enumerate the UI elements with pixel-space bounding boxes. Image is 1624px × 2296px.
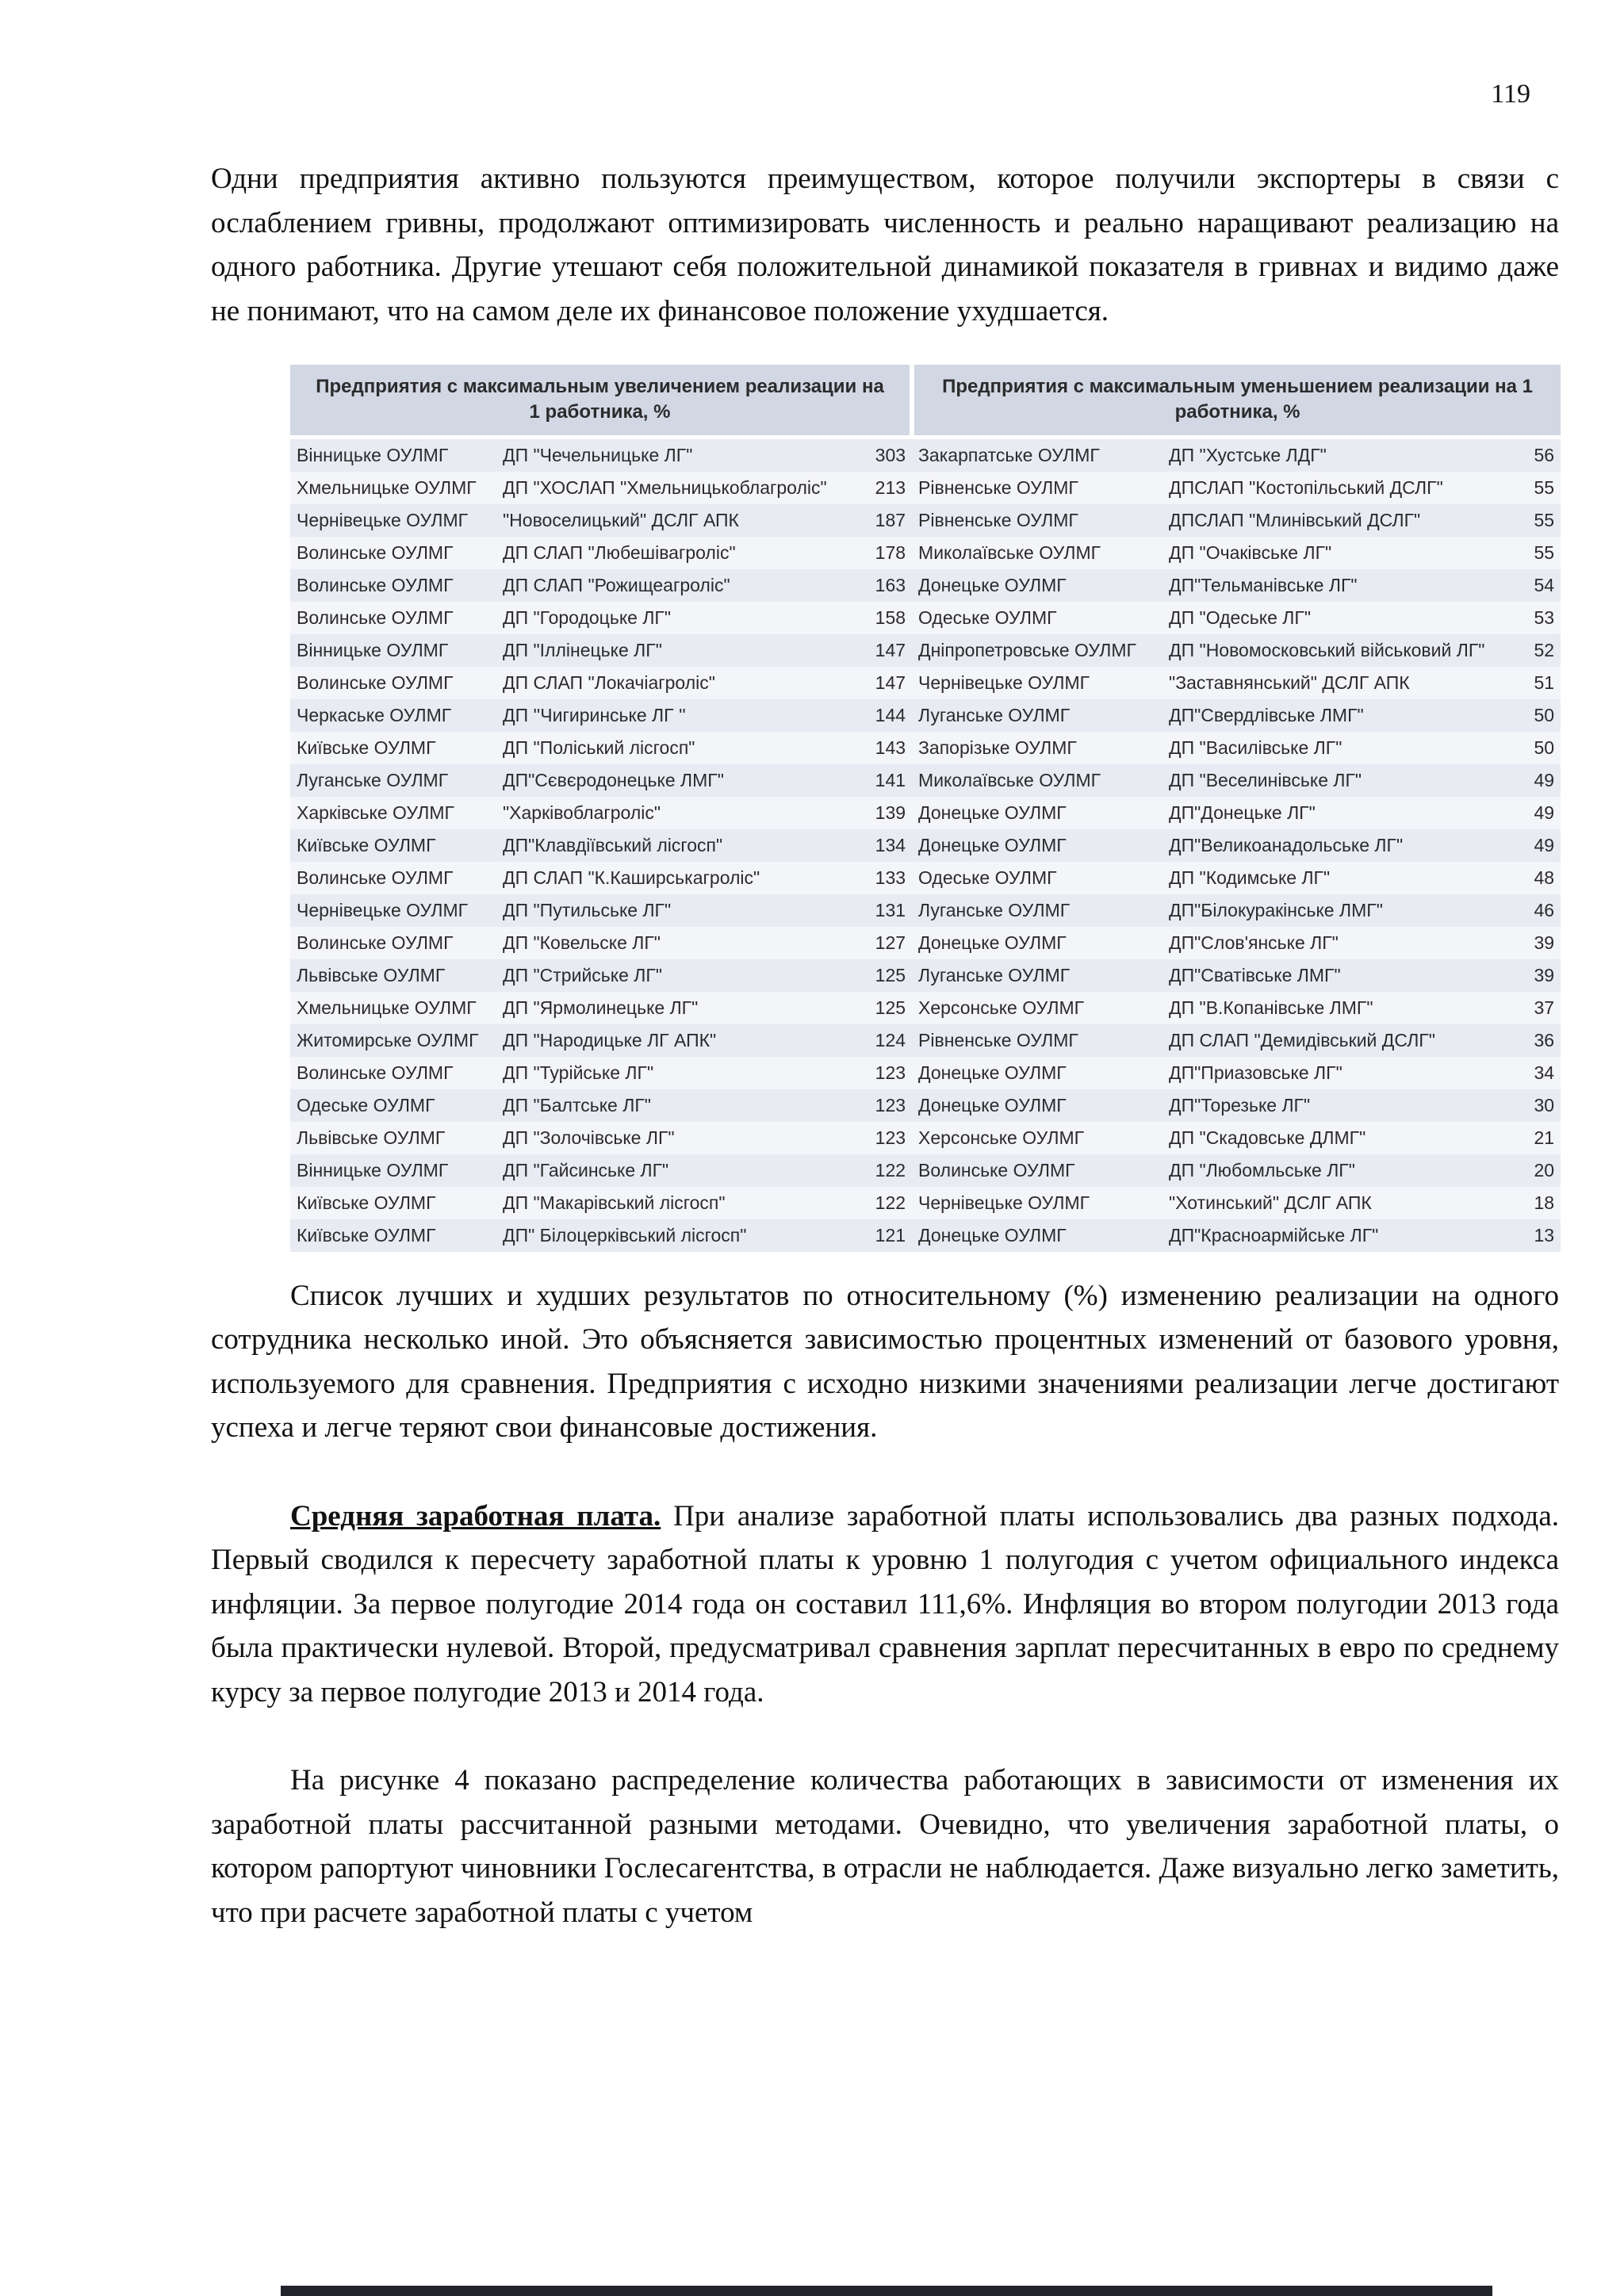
cell-r_value: 50 [1516, 732, 1561, 764]
table-header-increase: Предприятия с максимальным увеличением реализации на 1 работника, % [290, 365, 912, 437]
cell-r_region: Херсонське ОУЛМГ [912, 992, 1162, 1024]
cell-r_value: 18 [1516, 1187, 1561, 1219]
cell-l_company: ДП СЛАП "Локачіагроліс" [496, 667, 868, 699]
salary-text: При анализе заработной платы использовались два разных подхода. Первый сводился к пересчету заработной платы к уровню 1 полугодия с учетом официального индекса инфляции. За первое полугодие 2014 года он составил 111,6%. Инфляция во втором полугодии 2013 года была практически нулевой. Второй, предусматривал сравнения зарплат пересчитанных в евро по среднему курсу за первое полугодие 2013 и 2014 года. [211, 1499, 1560, 1709]
cell-l_company: ДП "ХОСЛАП "Хмельницькоблагроліс" [496, 472, 868, 504]
table-row [290, 1187, 1561, 1219]
cell-r_company: ДП "Хустське ЛДГ" [1162, 437, 1516, 472]
cell-r_company: "Хотинський" ДСЛГ АПК [1162, 1187, 1516, 1219]
comparison-table [290, 365, 1561, 1252]
cell-l_company: ДП "Турійське ЛГ" [496, 1057, 868, 1089]
cell-l_region: Київське ОУЛМГ [290, 732, 496, 764]
cell-l_company: ДП "Стрийське ЛГ" [496, 959, 868, 992]
cell-l_company: ДП "Золочівське ЛГ" [496, 1122, 868, 1154]
cell-r_value: 37 [1516, 992, 1561, 1024]
cell-l_region: Львівське ОУЛМГ [290, 1122, 496, 1154]
cell-r_company: ДП"Свердлівське ЛМГ" [1162, 699, 1516, 732]
cell-r_value: 55 [1516, 504, 1561, 537]
cell-l_value: 125 [868, 959, 912, 992]
cell-l_company: ДП "Путильське ЛГ" [496, 894, 868, 927]
cell-r_region: Донецьке ОУЛМГ [912, 1089, 1162, 1122]
cell-l_region: Волинське ОУЛМГ [290, 1057, 496, 1089]
cell-l_company: ДП "Народицьке ЛГ АПК" [496, 1024, 868, 1057]
cell-l_value: 144 [868, 699, 912, 732]
cell-l_company: ДП "Балтське ЛГ" [496, 1089, 868, 1122]
table-row [290, 1057, 1561, 1089]
cell-r_company: ДП "Скадовське ДЛМГ" [1162, 1122, 1516, 1154]
page-number: 119 [1491, 79, 1530, 109]
cell-r_company: ДП"Білокуракінське ЛМГ" [1162, 894, 1516, 927]
cell-l_value: 127 [868, 927, 912, 959]
cell-r_company: ДП"Великоанадольське ЛГ" [1162, 829, 1516, 862]
cell-r_region: Дніпропетровське ОУЛМГ [912, 634, 1162, 667]
cell-r_region: Донецьке ОУЛМГ [912, 1219, 1162, 1252]
cell-l_value: 158 [868, 602, 912, 634]
cell-l_company: ДП"Клавдіївський лісгосп" [496, 829, 868, 862]
cell-l_region: Луганське ОУЛМГ [290, 764, 496, 797]
cell-r_region: Луганське ОУЛМГ [912, 959, 1162, 992]
cell-r_company: "Заставнянський" ДСЛГ АПК [1162, 667, 1516, 699]
table-header-row [290, 365, 1561, 437]
cell-r_region: Луганське ОУЛМГ [912, 699, 1162, 732]
cell-r_company: ДП "Кодимське ЛГ" [1162, 862, 1516, 894]
cell-r_company: ДП "Одеське ЛГ" [1162, 602, 1516, 634]
cell-l_value: 133 [868, 862, 912, 894]
cell-l_value: 213 [868, 472, 912, 504]
cell-l_value: 163 [868, 569, 912, 602]
cell-l_region: Черкаське ОУЛМГ [290, 699, 496, 732]
cell-r_company: ДПСЛАП "Млинівський ДСЛГ" [1162, 504, 1516, 537]
cell-r_region: Рівненське ОУЛМГ [912, 472, 1162, 504]
cell-r_region: Херсонське ОУЛМГ [912, 1122, 1162, 1154]
cell-r_company: ДП"Тельманівське ЛГ" [1162, 569, 1516, 602]
table-row [290, 959, 1561, 992]
table-row [290, 894, 1561, 927]
cell-l_value: 147 [868, 667, 912, 699]
cell-l_company: ДП "Чечельницьке ЛГ" [496, 437, 868, 472]
cell-r_company: ДПСЛАП "Костопільський ДСЛГ" [1162, 472, 1516, 504]
cell-r_value: 55 [1516, 472, 1561, 504]
cell-l_region: Одеське ОУЛМГ [290, 1089, 496, 1122]
cell-r_value: 30 [1516, 1089, 1561, 1122]
cell-l_value: 147 [868, 634, 912, 667]
cell-r_value: 13 [1516, 1219, 1561, 1252]
table-header-decrease: Предприятия с максимальным уменьшением реализации на 1 работника, % [912, 365, 1561, 437]
cell-r_region: Миколаївське ОУЛМГ [912, 537, 1162, 569]
table-row [290, 829, 1561, 862]
salary-heading: Средняя заработная плата. [290, 1499, 661, 1533]
paragraph-results: Список лучших и худших результатов по относительному (%) изменению реализации на одного сотрудника несколько иной. Это объясняется зависимостью процентных изменений от базового уровня, используемого для сравнения. Предприятия с исходно низкими значениями реализации легче достигают успеха и легче теряют свои финансовые достижения. [211, 1279, 1559, 1445]
cell-l_value: 124 [868, 1024, 912, 1057]
table-row [290, 667, 1561, 699]
cell-l_value: 123 [868, 1089, 912, 1122]
cell-l_value: 134 [868, 829, 912, 862]
cell-r_region: Чернівецьке ОУЛМГ [912, 1187, 1162, 1219]
cell-l_company: ДП "Ковельске ЛГ" [496, 927, 868, 959]
cell-r_company: ДП "В.Копанівське ЛМГ" [1162, 992, 1516, 1024]
cell-l_region: Волинське ОУЛМГ [290, 537, 496, 569]
cell-r_company: ДП"Красноармійське ЛГ" [1162, 1219, 1516, 1252]
cell-r_company: ДП "Новомосковський військовий ЛГ" [1162, 634, 1516, 667]
cell-l_value: 303 [868, 437, 912, 472]
cell-l_region: Волинське ОУЛМГ [290, 569, 496, 602]
cell-l_region: Волинське ОУЛМГ [290, 862, 496, 894]
paragraph-figure4: На рисунке 4 показано распределение количества работающих в зависимости от изменения их заработной платы рассчитанной разными методами. Очевидно, что увеличения заработной платы, о котором рапортуют чиновники Гослесагентства, в отрасли не наблюдается. Даже визуально легко заметить, что при расчете заработной платы с учетом [211, 1764, 1559, 1929]
cell-l_region: Чернівецьке ОУЛМГ [290, 894, 496, 927]
cell-r_region: Рівненське ОУЛМГ [912, 504, 1162, 537]
table-row [290, 437, 1561, 472]
paragraph-salary [211, 1494, 1559, 1715]
table-row [290, 797, 1561, 829]
cell-r_value: 52 [1516, 634, 1561, 667]
cell-r_value: 50 [1516, 699, 1561, 732]
cell-l_region: Харківське ОУЛМГ [290, 797, 496, 829]
cell-l_value: 187 [868, 504, 912, 537]
cell-l_value: 178 [868, 537, 912, 569]
cell-l_region: Львівське ОУЛМГ [290, 959, 496, 992]
cell-l_company: ДП"Сєвєродонецьке ЛМГ" [496, 764, 868, 797]
cell-l_company: ДП "Поліський лісгосп" [496, 732, 868, 764]
table-row [290, 472, 1561, 504]
cell-r_region: Рівненське ОУЛМГ [912, 1024, 1162, 1057]
cell-l_region: Волинське ОУЛМГ [290, 667, 496, 699]
cell-r_value: 53 [1516, 602, 1561, 634]
cell-l_region: Житомирське ОУЛМГ [290, 1024, 496, 1057]
cell-r_value: 39 [1516, 959, 1561, 992]
cell-l_value: 121 [868, 1219, 912, 1252]
cell-r_company: ДП "Очаківське ЛГ" [1162, 537, 1516, 569]
cell-l_company: ДП "Іллінецьке ЛГ" [496, 634, 868, 667]
cell-r_region: Закарпатське ОУЛМГ [912, 437, 1162, 472]
cell-l_region: Хмельницьке ОУЛМГ [290, 992, 496, 1024]
table-row [290, 732, 1561, 764]
cell-l_region: Вінницьке ОУЛМГ [290, 1154, 496, 1187]
cell-l_company: ДП СЛАП "Любешівагроліс" [496, 537, 868, 569]
cell-l_value: 131 [868, 894, 912, 927]
cell-r_region: Миколаївське ОУЛМГ [912, 764, 1162, 797]
cell-l_value: 123 [868, 1057, 912, 1089]
cell-l_company: ДП "Гайсинське ЛГ" [496, 1154, 868, 1187]
cell-l_region: Вінницьке ОУЛМГ [290, 437, 496, 472]
cell-r_value: 48 [1516, 862, 1561, 894]
cell-r_company: ДП "Веселинівське ЛГ" [1162, 764, 1516, 797]
paragraph-intro: Одни предприятия активно пользуются преимуществом, которое получили экспортеры в связи с ослаблением гривны, продолжают оптимизировать численность и реально наращивают реализацию на одного работника. Другие утешают себя положительной динамикой показателя в гривнах и видимо даже не понимают, что на самом деле их финансовое положение ухудшается. [211, 163, 1559, 327]
next-page-strip [281, 2286, 1492, 2296]
table-row [290, 504, 1561, 537]
table-row [290, 992, 1561, 1024]
cell-l_company: ДП "Макарівський лісгосп" [496, 1187, 868, 1219]
cell-r_value: 46 [1516, 894, 1561, 927]
cell-r_value: 36 [1516, 1024, 1561, 1057]
table-row [290, 602, 1561, 634]
cell-l_value: 139 [868, 797, 912, 829]
cell-r_company: ДП"Сватівське ЛМГ" [1162, 959, 1516, 992]
cell-l_company: ДП" Білоцерківський лісгосп" [496, 1219, 868, 1252]
cell-r_value: 54 [1516, 569, 1561, 602]
cell-l_company: ДП СЛАП "К.Каширськагроліс" [496, 862, 868, 894]
cell-l_region: Чернівецьке ОУЛМГ [290, 504, 496, 537]
table-row [290, 699, 1561, 732]
cell-l_company: ДП "Ярмолинецьке ЛГ" [496, 992, 868, 1024]
cell-l_region: Хмельницьке ОУЛМГ [290, 472, 496, 504]
cell-r_company: ДП СЛАП "Демидівський ДСЛГ" [1162, 1024, 1516, 1057]
cell-l_region: Волинське ОУЛМГ [290, 927, 496, 959]
cell-r_company: ДП "Любомльське ЛГ" [1162, 1154, 1516, 1187]
comparison-table-body [290, 437, 1561, 1252]
cell-r_company: ДП"Торезьке ЛГ" [1162, 1089, 1516, 1122]
table-row [290, 1024, 1561, 1057]
cell-r_company: ДП"Донецьке ЛГ" [1162, 797, 1516, 829]
table-row [290, 1089, 1561, 1122]
table-row [290, 1154, 1561, 1187]
cell-r_region: Одеське ОУЛМГ [912, 602, 1162, 634]
table-row [290, 569, 1561, 602]
cell-r_region: Луганське ОУЛМГ [912, 894, 1162, 927]
cell-l_value: 123 [868, 1122, 912, 1154]
cell-r_region: Донецьке ОУЛМГ [912, 569, 1162, 602]
cell-r_region: Чернівецьке ОУЛМГ [912, 667, 1162, 699]
cell-l_company: "Новоселицький" ДСЛГ АПК [496, 504, 868, 537]
cell-r_value: 39 [1516, 927, 1561, 959]
cell-l_value: 143 [868, 732, 912, 764]
cell-l_region: Волинське ОУЛМГ [290, 602, 496, 634]
cell-r_company: ДП"Слов'янське ЛГ" [1162, 927, 1516, 959]
cell-l_region: Вінницьке ОУЛМГ [290, 634, 496, 667]
cell-l_company: ДП ''Чигиринське ЛГ '' [496, 699, 868, 732]
cell-r_region: Донецьке ОУЛМГ [912, 797, 1162, 829]
cell-r_value: 49 [1516, 829, 1561, 862]
page-content [211, 157, 1559, 1934]
cell-l_company: "Харківоблагроліс" [496, 797, 868, 829]
cell-r_region: Запорізьке ОУЛМГ [912, 732, 1162, 764]
table-row [290, 1219, 1561, 1252]
table-row [290, 764, 1561, 797]
cell-r_company: ДП "Василівське ЛГ" [1162, 732, 1516, 764]
cell-r_region: Волинське ОУЛМГ [912, 1154, 1162, 1187]
table-row [290, 634, 1561, 667]
table-row [290, 927, 1561, 959]
table-row [290, 1122, 1561, 1154]
cell-r_company: ДП"Приазовське ЛГ" [1162, 1057, 1516, 1089]
table-row [290, 862, 1561, 894]
table-row [290, 537, 1561, 569]
cell-r_region: Донецьке ОУЛМГ [912, 829, 1162, 862]
cell-l_region: Київське ОУЛМГ [290, 829, 496, 862]
cell-l_company: ДП СЛАП "Рожищеагроліс" [496, 569, 868, 602]
cell-r_value: 51 [1516, 667, 1561, 699]
cell-r_value: 21 [1516, 1122, 1561, 1154]
cell-r_value: 49 [1516, 797, 1561, 829]
cell-r_region: Донецьке ОУЛМГ [912, 927, 1162, 959]
cell-l_value: 141 [868, 764, 912, 797]
cell-l_region: Київське ОУЛМГ [290, 1187, 496, 1219]
cell-l_value: 122 [868, 1154, 912, 1187]
cell-l_value: 122 [868, 1187, 912, 1219]
cell-r_region: Донецьке ОУЛМГ [912, 1057, 1162, 1089]
cell-l_region: Київське ОУЛМГ [290, 1219, 496, 1252]
cell-r_value: 49 [1516, 764, 1561, 797]
cell-r_value: 20 [1516, 1154, 1561, 1187]
cell-r_region: Одеське ОУЛМГ [912, 862, 1162, 894]
cell-r_value: 34 [1516, 1057, 1561, 1089]
cell-l_value: 125 [868, 992, 912, 1024]
cell-r_value: 56 [1516, 437, 1561, 472]
cell-r_value: 55 [1516, 537, 1561, 569]
cell-l_company: ДП "Городоцьке ЛГ" [496, 602, 868, 634]
